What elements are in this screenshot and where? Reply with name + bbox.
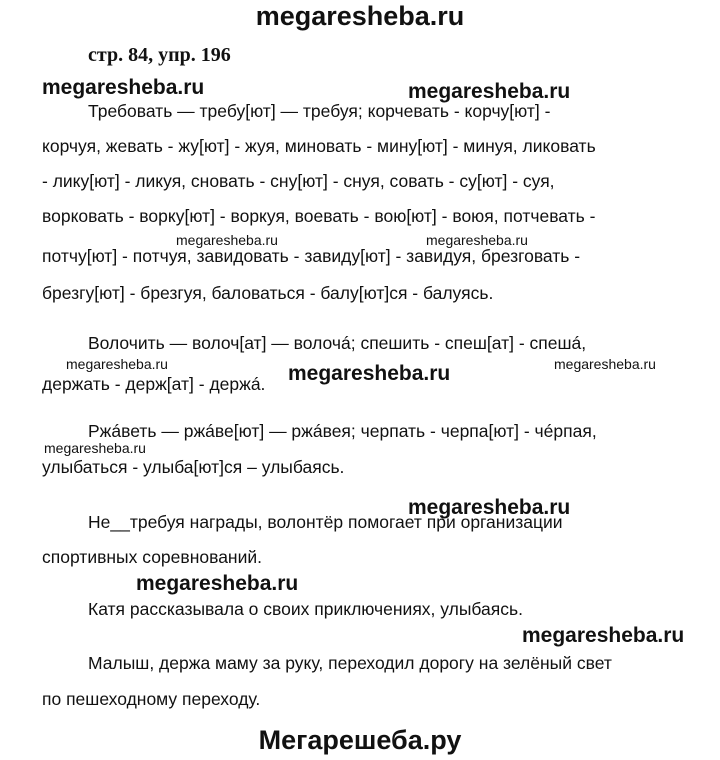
watermark: megaresheba.ru (408, 496, 571, 519)
example-sentence: Не__требуя награды, волонтёр помогает при организации (88, 512, 563, 532)
watermark: megaresheba.ru (44, 440, 146, 456)
watermark: megaresheba.ru (66, 356, 168, 372)
watermark: megaresheba.ru (136, 572, 299, 595)
example-sentence: по пешеходному переходу. (42, 689, 261, 709)
paragraph-line: брезгу[ют] - брезгуя, баловаться - балу[ют]ся - балуясь. (42, 283, 494, 303)
watermark: megaresheba.ru (554, 356, 656, 372)
paragraph-line: ворковать - ворку[ют] - воркуя, воевать - вою[ют] - воюя, потчевать - (42, 206, 596, 226)
exercise-title: стр. 84, упр. 196 (88, 44, 231, 66)
example-sentence: Малыш, держа маму за руку, переходил дорогу на зелёный свет (88, 653, 612, 673)
paragraph-line: держать - держ[ат] - держá. (42, 374, 266, 394)
paragraph-line: корчуя, жевать - жу[ют] - жуя, миновать - мину[ют] - минуя, ликовать (42, 136, 596, 156)
example-sentence: Катя рассказывала о своих приключениях, улыбаясь. (88, 599, 523, 619)
watermark: megaresheba.ru (426, 232, 528, 248)
watermark: megaresheba.ru (408, 80, 571, 103)
paragraph-line: Волочить — волоч[ат] — волочá; спешить - спеш[ат] - спешá, (88, 333, 587, 353)
paragraph-line: - лику[ют] - ликуя, сновать - сну[ют] - снуя, совать - су[ют] - суя, (42, 171, 555, 191)
example-sentence: спортивных соревнований. (42, 547, 262, 567)
paragraph-line: Требовать — требу[ют] — требуя; корчевать - корчу[ют] - (88, 101, 551, 121)
site-footer: Мегарешеба.ру (258, 725, 462, 755)
site-header: megaresheba.ru (255, 1, 465, 31)
watermark: megaresheba.ru (522, 624, 685, 647)
paragraph-line: Ржáветь — ржáве[ют] — ржáвея; черпать - черпа[ют] - чéрпая, (88, 421, 597, 441)
paragraph-line: потчу[ют] - потчуя, завидовать - завиду[ют] - завидуя, брезговать - (42, 246, 581, 266)
paragraph-line: улыбаться - улыба[ют]ся – улыбаясь. (42, 457, 345, 477)
watermark: megaresheba.ru (42, 76, 205, 99)
watermark: megaresheba.ru (288, 362, 451, 385)
watermark: megaresheba.ru (176, 232, 278, 248)
